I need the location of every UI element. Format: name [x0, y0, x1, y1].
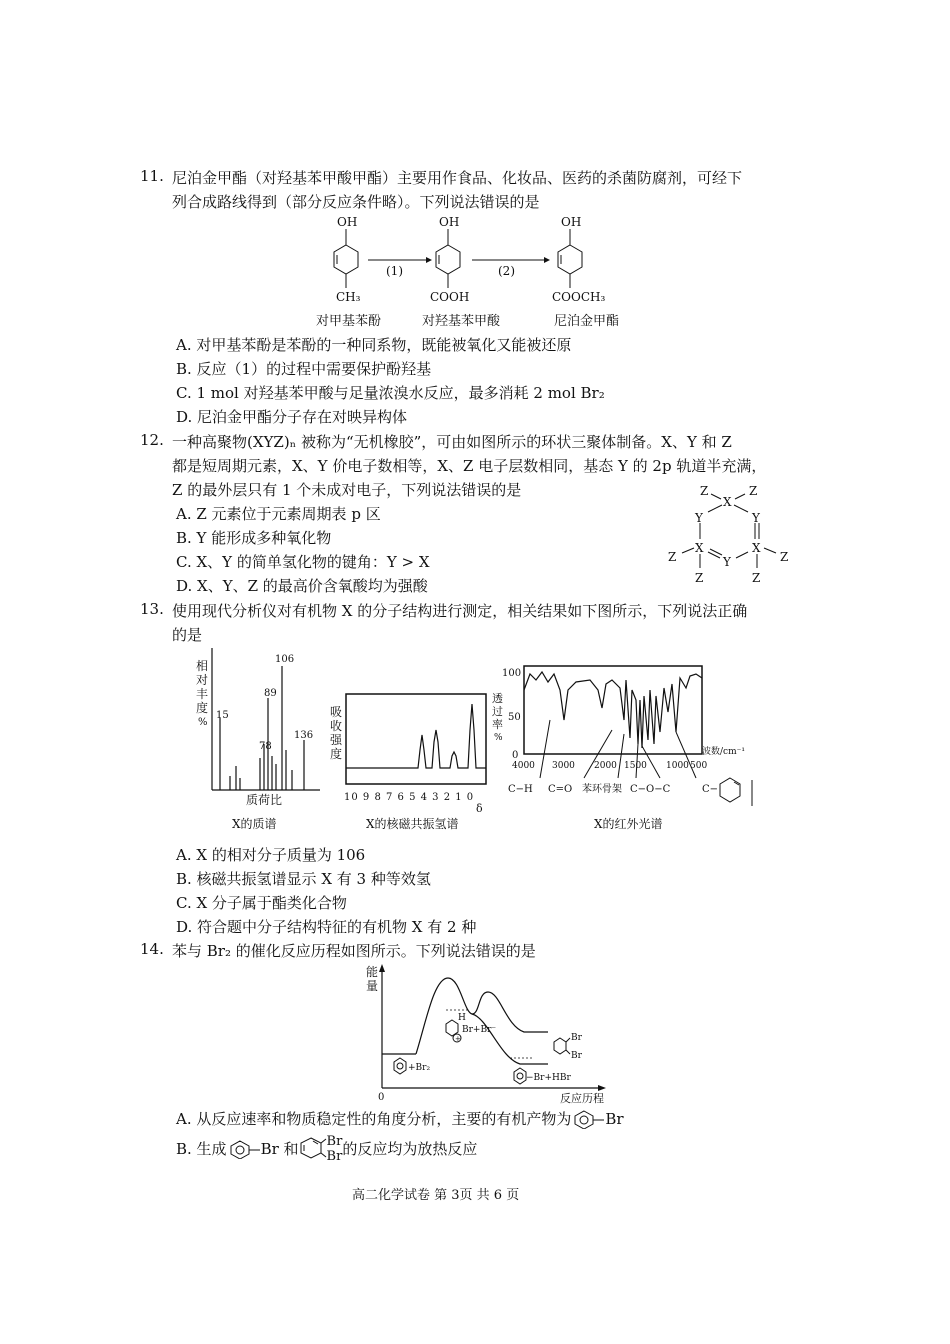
nmr-ticks: 10 9 8 7 6 5 4 3 2 1 0: [344, 792, 475, 803]
q14-energy-diagram: [360, 962, 620, 1108]
ir-ylabel-3: %: [494, 733, 503, 743]
q13-option-c: C. X 分子属于酯类化合物: [176, 894, 347, 912]
q11-name3: 尼泊金甲酯: [554, 314, 620, 329]
q14-p2-br2: Br: [571, 1051, 582, 1061]
ir-xunit: 波数/cm⁻¹: [702, 747, 745, 757]
ms-ylabel-4: %: [198, 717, 208, 728]
cyclohexadiene-icon: [299, 1134, 327, 1162]
q14-h: H: [458, 1013, 466, 1023]
ir-y100: 100: [502, 668, 522, 679]
q12-option-a: A. Z 元素位于元素周期表 p 区: [176, 505, 381, 523]
ir-band-co: C=O: [548, 784, 573, 795]
q12-z5: Z: [695, 571, 704, 585]
ms-peak-106: 106: [275, 654, 295, 665]
q12-z3: Z: [668, 550, 677, 564]
q11-option-a: A. 对甲基苯酚是苯酚的一种同系物，既能被氧化又能被还原: [176, 336, 572, 354]
q11-option-c: C. 1 mol 对羟基苯甲酸与足量浓溴水反应，最多消耗 2 mol Br₂: [176, 384, 605, 402]
q14-reactant: +Br₂: [408, 1063, 431, 1073]
q11-oh-1: OH: [337, 215, 358, 229]
q11-stem-line1: 尼泊金甲酯（对羟基苯甲酸甲酯）主要用作食品、化妆品、医药的杀菌防腐剂，可经下: [172, 169, 743, 187]
q12-ring-trimer: [660, 482, 800, 590]
ir-y50: 50: [508, 712, 521, 723]
ir-x-2000: 2000: [594, 761, 617, 771]
ir-x-4000: 4000: [512, 761, 535, 771]
q11-step2: (2): [498, 264, 515, 278]
ir-band-ch: C−H: [508, 784, 533, 795]
ms-ylabel-2: 丰: [196, 687, 209, 701]
ms-xlabel: 质荷比: [246, 793, 283, 807]
q14-option-b-br-top: Br: [326, 1134, 343, 1149]
q11-option-b: B. 反应（1）的过程中需要保护酚羟基: [176, 360, 432, 378]
ir-y0: 0: [512, 750, 519, 761]
q14-option-b: [176, 1132, 477, 1166]
q11-number: 11.: [140, 167, 164, 185]
q12-z2: Z: [749, 484, 758, 498]
ms-peak-15: 15: [216, 710, 229, 721]
nmr-caption: X的核磁共振氢谱: [366, 817, 459, 831]
ir-x-3000: 3000: [552, 761, 575, 771]
benzene-icon: [571, 1109, 605, 1129]
q12-number: 12.: [140, 431, 164, 449]
q14-p2-br1: Br: [571, 1033, 582, 1043]
q13-option-a: A. X 的相对分子质量为 106: [176, 846, 366, 864]
q13-option-d: D. 符合题中分子结构特征的有机物 X 有 2 种: [176, 918, 477, 936]
q12-z6: Z: [752, 571, 761, 585]
ms-ylabel-0: 相: [196, 659, 209, 673]
ms-peak-89: 89: [264, 688, 277, 699]
q12-stem-line1: 一种高聚物(XYZ)ₙ 被称为“无机橡胶”，可由如图所示的环状三聚体制备。X、Y 和 Z: [172, 433, 732, 451]
q11-sub2: COOH: [430, 290, 470, 304]
q14-p1: −Br+HBr: [526, 1073, 571, 1083]
q13-stem-line1: 使用现代分析仪对有机物 X 的分子结构进行测定，相关结果如下图所示，下列说法正确: [172, 602, 748, 620]
ir-ylabel-0: 透: [492, 692, 503, 705]
ir-x-1500: 1500: [624, 761, 647, 771]
q14-option-b-suffix: 的反应均为放热反应: [342, 1140, 478, 1158]
q12-z1: Z: [700, 484, 709, 498]
q11-sub1: CH₃: [336, 290, 361, 304]
q14-option-a: [176, 1108, 624, 1129]
q12-y-left: Y: [695, 511, 703, 525]
q14-option-a-text: A. 从反应速率和物质稳定性的角度分析，主要的有机产物为: [176, 1110, 572, 1128]
q13-ir-spectrum: [490, 660, 770, 834]
q11-oh-3: OH: [561, 215, 582, 229]
q13-number: 13.: [140, 600, 164, 618]
ms-caption: X的质谱: [232, 817, 277, 831]
q14-ylabel-0: 能: [366, 965, 379, 979]
ir-band-coc: C−O−C: [630, 784, 671, 795]
q13-stem-line2: 的是: [172, 626, 203, 644]
q11-option-d: D. 尼泊金甲酯分子存在对映异构体: [176, 408, 408, 426]
q12-stem-line3: Z 的最外层只有 1 个未成对电子，下列说法错误的是: [172, 481, 522, 499]
q11-step1: (1): [386, 264, 403, 278]
q12-option-d: D. X、Y、Z 的最高价含氧酸均为强酸: [176, 577, 428, 595]
page-footer: 高二化学试卷 第 3页 共 6 页: [352, 1188, 520, 1203]
q14-origin: 0: [378, 1092, 385, 1103]
nmr-ylabel-3: 度: [330, 747, 343, 761]
q14-xlabel: 反应历程: [560, 1092, 604, 1105]
q14-stem: 苯与 Br₂ 的催化反应历程如图所示。下列说法错误的是: [172, 942, 536, 960]
benzene-icon: [227, 1139, 261, 1159]
q14-option-b-mid: Br 和: [260, 1140, 299, 1158]
q12-x-right: X: [752, 541, 761, 555]
q13-mass-spectrum: [190, 648, 330, 834]
q12-option-b: B. Y 能形成多种氧化物: [176, 529, 332, 547]
q12-x-left: X: [695, 541, 704, 555]
q12-x-top: X: [723, 495, 732, 509]
q14-number: 14.: [140, 940, 164, 958]
q13-nmr-spectrum: [326, 690, 496, 834]
ir-ylabel-1: 过: [492, 705, 503, 718]
q11-sub3: COOCH₃: [552, 290, 606, 304]
q14-ylabel-1: 量: [366, 979, 379, 993]
q12-y-right: Y: [752, 511, 760, 525]
ir-caption: X的红外光谱: [594, 817, 663, 831]
q12-y-bottom: Y: [723, 555, 731, 569]
q11-stem-line2: 列合成路线得到（部分反应条件略）。下列说法错误的是: [172, 193, 540, 211]
q11-synthesis-scheme: [300, 212, 660, 332]
ms-ylabel-3: 度: [196, 701, 209, 715]
q12-option-c: C. X、Y 的简单氢化物的键角：Y > X: [176, 553, 430, 571]
q11-oh-2: OH: [439, 215, 460, 229]
nmr-delta: δ: [476, 802, 483, 815]
ms-peak-136: 136: [294, 730, 314, 741]
q11-name2: 对羟基苯甲酸: [422, 314, 501, 329]
plus-icon: +: [455, 1035, 461, 1043]
ir-ylabel-2: 率: [492, 718, 503, 731]
q14-option-a-br: Br: [605, 1110, 624, 1128]
ms-peak-78: 78: [259, 741, 272, 752]
nmr-ylabel-1: 收: [330, 719, 343, 733]
q11-name1: 对甲基苯酚: [316, 314, 382, 329]
ir-x-1000: 1000: [666, 761, 689, 771]
ms-ylabel-1: 对: [196, 673, 209, 687]
ir-band-phenyl: C−: [702, 784, 719, 795]
q12-z4: Z: [780, 550, 789, 564]
q12-stem-line2: 都是短周期元素，X、Y 价电子数相等，X、Z 电子层数相同，基态 Y 的 2p 轨道半充满，: [172, 457, 767, 475]
ir-x-500: 500: [690, 761, 708, 771]
q13-option-b: B. 核磁共振氢谱显示 X 有 3 种等效氢: [176, 870, 431, 888]
q14-option-b-prefix: B. 生成: [176, 1140, 227, 1158]
q14-intermediate: Br+Br⁻: [462, 1025, 497, 1035]
ir-band-ring: 苯环骨架: [582, 784, 622, 795]
q14-option-b-br-bot: Br: [326, 1149, 343, 1164]
nmr-ylabel-0: 吸: [330, 705, 343, 719]
nmr-ylabel-2: 强: [330, 733, 343, 747]
